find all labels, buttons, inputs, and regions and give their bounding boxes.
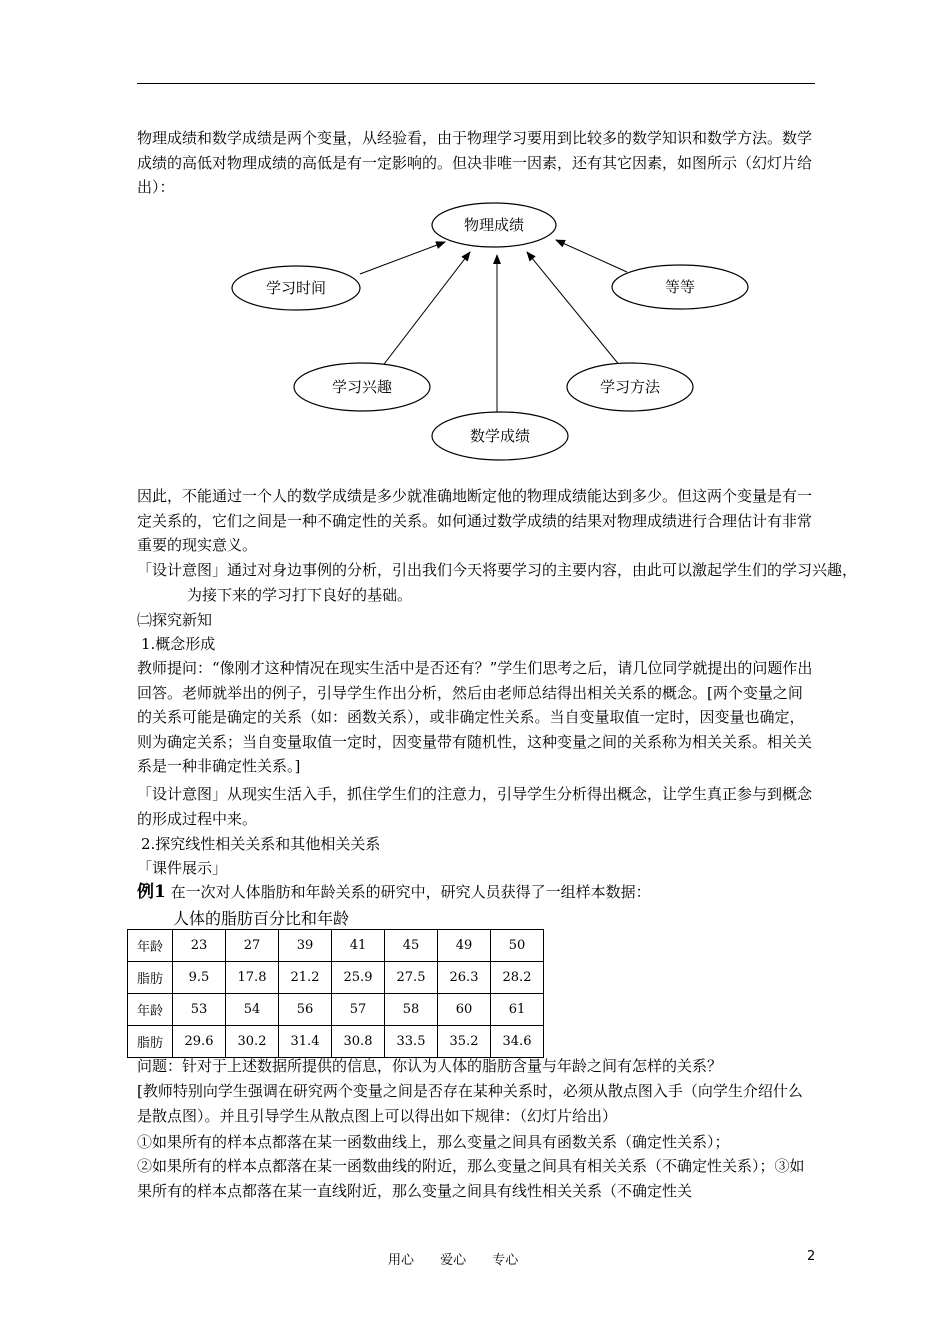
table-cell: 58 xyxy=(385,994,438,1026)
table-cell: 49 xyxy=(438,930,491,962)
table-cell: 29.6 xyxy=(173,1026,226,1058)
table-cell: 30.2 xyxy=(226,1026,279,1058)
table-cell: 30.8 xyxy=(332,1026,385,1058)
data-table xyxy=(127,929,544,1058)
table-cell: 21.2 xyxy=(279,962,332,994)
subheading-1: 1.概念形成 xyxy=(141,635,216,653)
table-cell: 56 xyxy=(279,994,332,1026)
emphasis-paragraph: [教师特别向学生强调在研究两个变量之间是否存在某种关系时，必须从散点图入手（向学生介绍什么是散点图）。并且引导学生从散点图上可以得出如下规律：（幻灯片给出） xyxy=(137,1082,803,1125)
example-label: 例1 xyxy=(137,882,166,902)
table-cell: 25.9 xyxy=(332,962,385,994)
label-method: 学习方法 xyxy=(599,378,661,396)
label-physics: 物理成绩 xyxy=(463,216,525,234)
example-text: 在一次对人体脂肪和年龄关系的研究中，研究人员获得了一组样本数据： xyxy=(170,883,651,901)
subheading-2: 2.探究线性相关关系和其他相关关系 xyxy=(141,835,381,853)
table-cell: 28.2 xyxy=(491,962,544,994)
label-math: 数学成绩 xyxy=(469,427,531,445)
table-cell: 50 xyxy=(491,930,544,962)
table-row xyxy=(128,930,544,962)
courseware-label: 「课件展示」 xyxy=(137,859,228,877)
table-cell: 41 xyxy=(332,930,385,962)
label-interest: 学习兴趣 xyxy=(331,378,393,396)
intro-paragraph: 物理成绩和数学成绩是两个变量，从经验看，由于物理学习要用到比较多的数学知识和数学方法。数学成绩的高低对物理成绩的高低是有一定影响的。但决非唯一因素，还有其它因素，如图所示（幻灯片给出）： xyxy=(137,129,813,196)
page-number: 2 xyxy=(807,1249,816,1264)
arrow-interest xyxy=(378,252,470,372)
table-cell: 脂肪 xyxy=(128,1026,173,1058)
question-paragraph: 问题：针对于上述数据所提供的信息，你认为人体的脂肪含量与年龄之间有怎样的关系？ xyxy=(137,1057,723,1075)
factor-diagram xyxy=(230,200,760,470)
table-cell: 9.5 xyxy=(173,962,226,994)
table-row xyxy=(128,962,544,994)
table-cell: 年龄 xyxy=(128,994,173,1026)
table-cell: 17.8 xyxy=(226,962,279,994)
arrow-time xyxy=(360,242,445,274)
arrow-method xyxy=(527,252,625,372)
label-time: 学习时间 xyxy=(265,279,327,297)
table-cell: 57 xyxy=(332,994,385,1026)
example-line xyxy=(137,880,817,905)
table-cell: 45 xyxy=(385,930,438,962)
arrow-etc xyxy=(556,240,627,272)
table-cell: 53 xyxy=(173,994,226,1026)
footer-motto: 用心 爱心 专心 xyxy=(388,1253,519,1268)
section-heading: ㈡探究新知 xyxy=(137,611,213,629)
design-intent-2: 「设计意图」从现实生活入手，抓住学生们的注意力，引导学生分析得出概念，让学生真正参与到概念的形成过程中来。 xyxy=(137,785,813,828)
therefore-paragraph: 因此，不能通过一个人的数学成绩是多少就准确地断定他的物理成绩能达到多少。但这两个变量是有一定关系的，它们之间是一种不确定性的关系。如何通过数学成绩的结果对物理成绩进行合理估计有非常重要的现实意义。 xyxy=(137,487,813,554)
table-row xyxy=(128,1026,544,1058)
rule-2-3: ②如果所有的样本点都落在某一函数曲线的附近，那么变量之间具有相关关系（不确定性关系）；③如果所有的样本点都落在某一直线附近，那么变量之间具有线性相关关系（不确定性关 xyxy=(137,1157,805,1200)
table-cell: 39 xyxy=(279,930,332,962)
table-cell: 27.5 xyxy=(385,962,438,994)
label-etc: 等等 xyxy=(664,278,696,296)
table-cell: 54 xyxy=(226,994,279,1026)
table-cell: 60 xyxy=(438,994,491,1026)
design-intent-1: 「设计意图」通过对身边事例的分析，引出我们今天将要学习的主要内容，由此可以激起学生们的学习兴趣，为接下来的学习打下良好的基础。 xyxy=(137,561,858,604)
table-row xyxy=(128,994,544,1026)
rule-1: ①如果所有的样本点都落在某一函数曲线上，那么变量之间具有函数关系（确定性关系）； xyxy=(137,1133,730,1151)
table-cell: 年龄 xyxy=(128,930,173,962)
table-cell: 61 xyxy=(491,994,544,1026)
table-cell: 33.5 xyxy=(385,1026,438,1058)
table-cell: 31.4 xyxy=(279,1026,332,1058)
table-cell: 26.3 xyxy=(438,962,491,994)
header-rule xyxy=(137,83,815,84)
table-cell: 23 xyxy=(173,930,226,962)
table-cell: 35.2 xyxy=(438,1026,491,1058)
table-cell: 脂肪 xyxy=(128,962,173,994)
table-cell: 27 xyxy=(226,930,279,962)
table-cell: 34.6 xyxy=(491,1026,544,1058)
teacher-paragraph: 教师提问：“像刚才这种情况在现实生活中是否还有？”学生们思考之后，请几位同学就提出的问题作出回答。老师就举出的例子，引导学生作出分析，然后由老师总结得出相关关系的概念。[两个变量之间的关系可能是确定的关系（如：函数关系），或非确定性关系。当自变量取值一定时，因变量也确定，则为确定关系；当自变量取值一定时，因变量带有随机性，这种变量之间的关系称为相关关系。相关关系是一种非确定性关系。] xyxy=(137,659,813,775)
table-caption: 人体的脂肪百分比和年龄 xyxy=(173,909,350,928)
